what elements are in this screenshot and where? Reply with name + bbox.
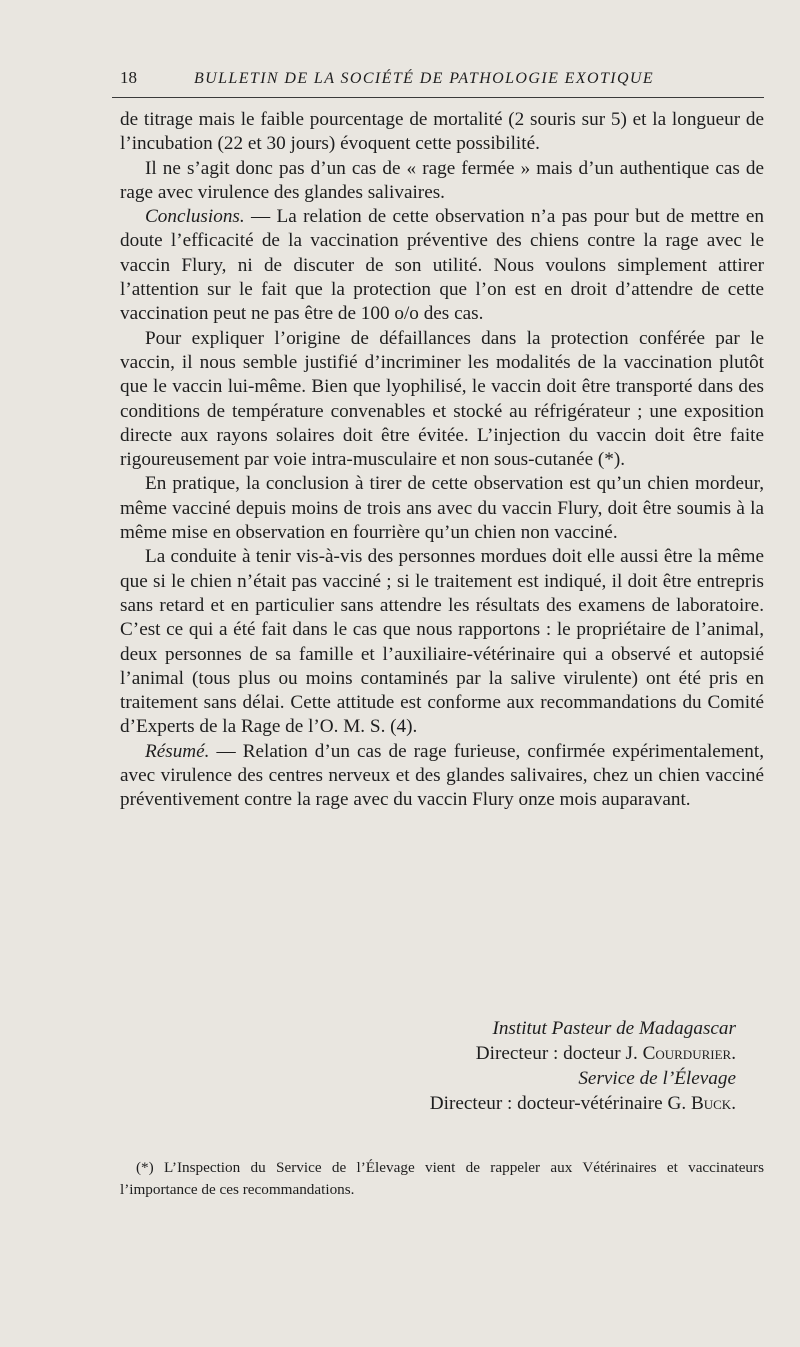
paragraph-rage-fermee: Il ne s’agit donc pas d’un cas de « rage fermée » mais d’un authentique cas de rage avec virulence des glandes salivaires.	[120, 157, 764, 203]
paragraph-defaillances: Pour expliquer l’origine de défaillances dans la protection conférée par le vaccin, il nous semble justifié d’incriminer les modalités de la vaccination plutôt que le vaccin lui-même. Bien que lyophilisé, le vaccin doit être transporté dans des conditions de température convenables et stocké au réfrigérateur ; une exposition directe aux rayons solaires doit être évitée. L’injection du vaccin doit être faite rigoureusement par voie intra-musculaire et non sous-cutanée (*).	[120, 327, 764, 471]
paragraph-conduite: La conduite à tenir vis-à-vis des personnes mordues doit elle aussi être la même que si le chien n’était pas vacciné ; si le traitement est indiqué, il doit être entrepris sans retard et en particulier sans attendre les résultats des examens de laboratoire. C’est ce qui a été fait dans le cas que nous rapportons : le propriétaire de l’animal, deux personnes de sa famille et l’auxiliaire-vétérinaire qui a observé et autopsié l’animal (tous plus ou moins contaminés par la salive virulente) ont été pris en traitement sans délai. Cette attitude est conforme aux recommandations du Comité d’Experts de la Rage de l’O. M. S. (4).	[120, 546, 764, 738]
director-1-prefix: Directeur : docteur J.	[475, 1043, 643, 1064]
director-2-name: Buck.	[690, 1093, 736, 1114]
footnote	[120, 1157, 764, 1200]
resume-text: — Relation d’un cas de rage furieuse, confirmée expérimentalement, avec virulence des centres nerveux et des glandes salivaires, chez un chien vacciné préventivement contre la rage avec du vaccin Flury onze mois auparavant.	[120, 740, 764, 811]
signature-block	[120, 1016, 736, 1116]
paragraph-conclusions	[120, 205, 764, 326]
paragraph-en-pratique: En pratique, la conclusion à tirer de cette observation est qu’un chien mordeur, même vacciné depuis moins de trois ans avec du vaccin Flury, doit être soumis à la même mise en observation en fourrière qu’un chien non vacciné.	[120, 473, 764, 544]
journal-title: BULLETIN DE LA SOCIÉTÉ DE PATHOLOGIE EXOTIQUE	[194, 70, 655, 87]
paragraph-continued: de titrage mais le faible pourcentage de mortalité (2 souris sur 5) et la longueur de l’incubation (22 et 30 jours) évoquent cette possibilité.	[120, 109, 764, 155]
paragraph-resume	[120, 740, 764, 813]
footnote-text: (*) L’Inspection du Service de l’Élevage vient de rappeler aux Vétérinaires et vaccinateurs l’importance de ces recommandations.	[120, 1159, 764, 1198]
conclusions-label: Conclusions.	[145, 206, 245, 228]
service-name: Service de l’Élevage	[578, 1068, 736, 1089]
resume-label: Résumé.	[145, 740, 210, 762]
header-rule	[112, 97, 764, 98]
conclusions-text: — La relation de cette observation n’a pas pour but de mettre en doute l’efficacité de la vaccination préventive des chiens contre la rage avec le vaccin Flury, ni de discuter de son utilité. Nous voulons simplement attirer l’attention sur le fait que la protection que l’on est en droit d’attendre de cette vaccination peut ne pas être de 100 o/o des cas.	[120, 206, 764, 325]
institution-name: Institut Pasteur de Madagascar	[492, 1018, 736, 1039]
director-line-2	[120, 1091, 736, 1116]
running-head	[120, 68, 764, 96]
page-number: 18	[120, 68, 137, 87]
director-line-1	[120, 1041, 736, 1066]
article-body	[120, 108, 764, 813]
director-1-name: Courdurier.	[642, 1043, 736, 1064]
director-2-prefix: Directeur : docteur-vétérinaire G.	[429, 1093, 691, 1114]
